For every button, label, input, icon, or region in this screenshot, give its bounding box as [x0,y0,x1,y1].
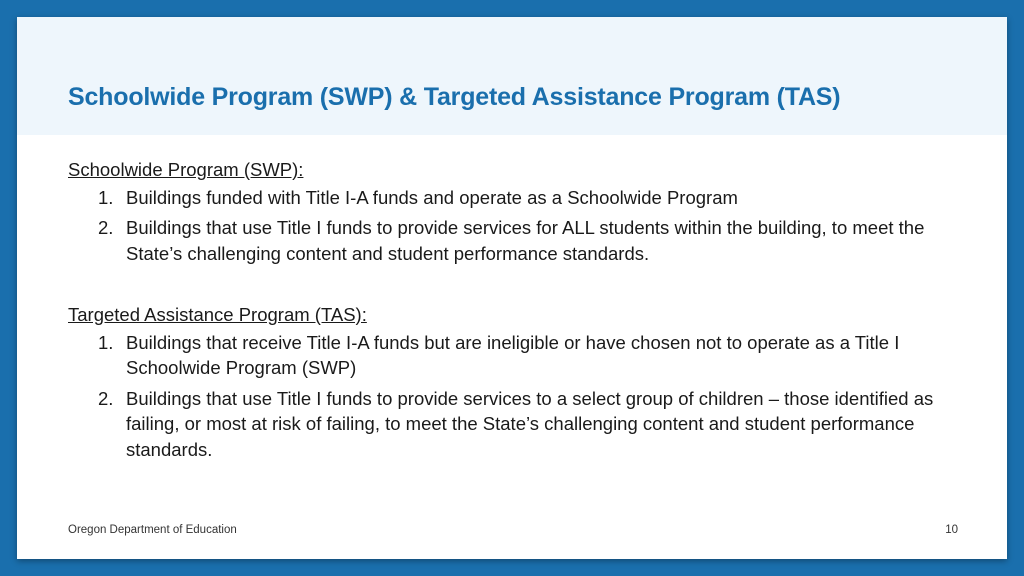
slide-content [68,157,968,467]
list-tas [68,330,968,463]
list-item-number: 2. [98,387,114,409]
section-heading-swp: Schoolwide Program (SWP): [68,159,304,180]
list-item [68,386,968,463]
list-item-number: 2. [98,217,114,238]
list-item-text: Buildings that use Title I funds to provide services to a select group of children – those identified as failing, or most at risk of failing, to meet the State’s challenging content and student performance standards. [126,387,934,460]
list-item [68,330,968,381]
list-item [68,215,968,266]
footer-page-number: 10 [945,524,958,536]
list-item-number: 1. [98,331,114,353]
footer-organization: Oregon Department of Education [68,524,237,536]
list-item [68,185,968,211]
list-item-text: Buildings that receive Title I-A funds but are ineligible or have chosen not to operate as a Title I Schoolwide Program (SWP) [126,331,900,378]
list-item-number: 1. [98,186,114,208]
title-band [17,17,1007,135]
list-item-text: Buildings funded with Title I-A funds and operate as a Schoolwide Program [126,186,738,208]
slide [17,17,1007,559]
section-swp [68,157,968,266]
section-tas [68,302,968,462]
list-swp [68,185,968,267]
slide-title: Schoolwide Program (SWP) & Targeted Assistance Program (TAS) [68,83,841,111]
section-heading-tas: Targeted Assistance Program (TAS): [68,304,367,325]
list-item-text: Buildings that use Title I funds to provide services for ALL students within the building, to meet the State’s challenging content and student performance standards. [126,217,925,264]
